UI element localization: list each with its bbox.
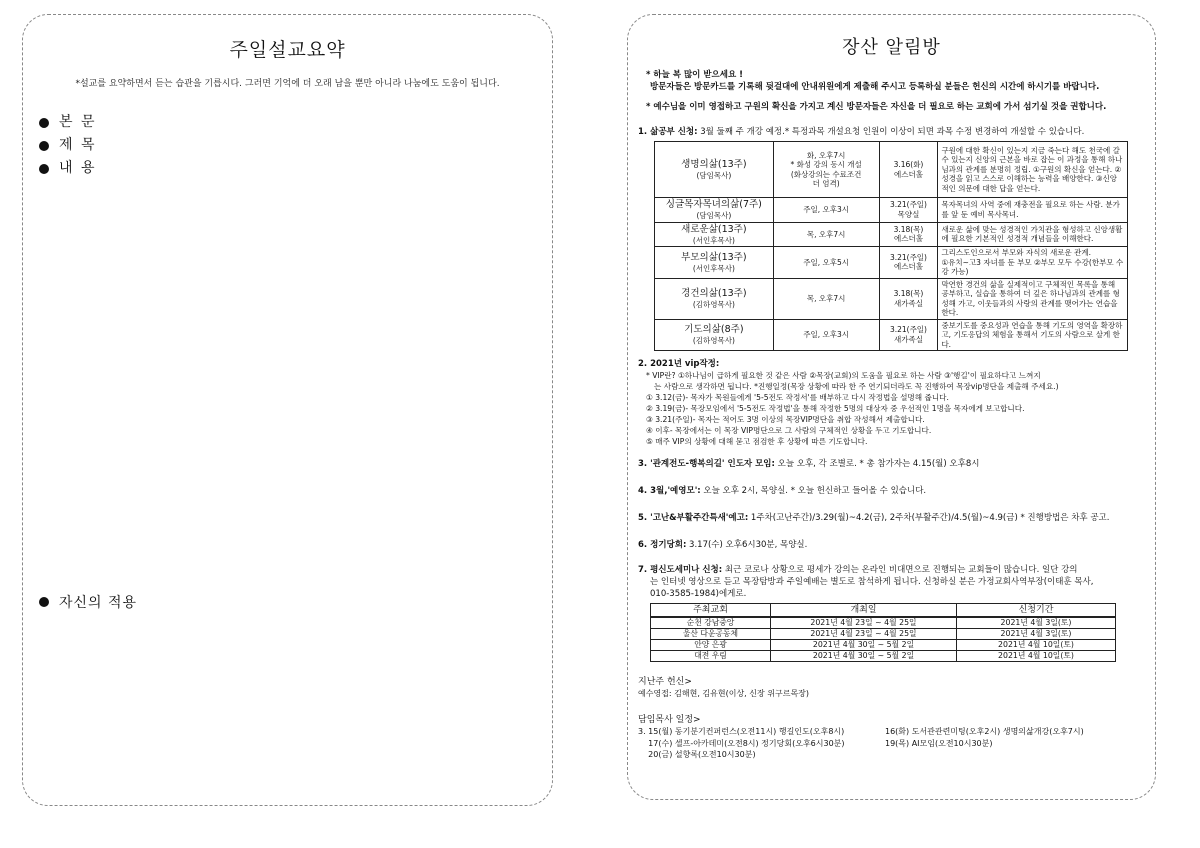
life-study-table — [654, 141, 1128, 351]
list-item: 20(금) 설향록(오전10시30분) — [638, 750, 756, 759]
pastor-schedule-list — [638, 726, 1155, 761]
section-yeyoungmo: 4. 3월,'예영모': 오늘 오후 2시, 목양실. * 오늘 헌신하고 들어올 수 있습니다. — [638, 486, 927, 496]
announcements-panel — [627, 14, 1156, 800]
table-row: 기도의삶(8주) (김하영목사) 주일, 오후3시 3.21(주일) 새가족실 중보기도를 중요성과 연습을 통해 기도의 영역을 확장하고, 기도응답의 체험을 통해서 기도의 사람으로 살게 한다. — [655, 319, 1128, 351]
bullet-icon — [39, 597, 49, 607]
table-row: 안양 은광 2021년 4월 30일 ~ 5월 2일 2021년 4월 10일(토) — [651, 640, 1116, 651]
table-row: 순천 강남중앙 2021년 4월 23일 ~ 4월 25일 2021년 4월 3일(토) — [651, 617, 1116, 629]
sermon-summary-fields — [39, 111, 552, 180]
table-row: 부모의삶(13주) (서인후목사) 주일, 오후5시 3.21(주일) 에스더홀 그리스도인으로서 부모와 자식의 새로운 관계. ①유치~고3 자녀를 둔 부모 ②부모 모두 수강(한부모 수강 가능) — [655, 247, 1128, 279]
section-pastor-schedule: 담임목사 일정> — [638, 715, 701, 725]
bullet-icon — [39, 164, 49, 174]
section-offering: 지난주 헌신> 예수영접: 김해현, 김유현(이상, 신장 위구르목장) — [638, 677, 810, 698]
field-title: 제 목 — [39, 134, 552, 157]
welcome-notice: * 하늘 복 많이 받으세요 ! 방문자들은 방문카드를 기록해 뒷걸대에 안내위원에게 제출해 주시고 등록하실 분들은 헌신의 시간에 하시기를 바랍니다. * 예수님을 이미 영접하고 구원의 확신을 가지고 계신 방문자들은 자신을 더 필요로 하는 교회에 가서 섬기실 것을 권합니다. — [646, 70, 1107, 112]
list-item: 17(수) 셀프-아카데미(오전8시) 정기당회(오후6시30분) 19(목) AI모임(오전10시30분) — [638, 738, 993, 748]
list-item: 3. 15(월) 동기분기컨퍼런스(오전11시) 행길인도(오후8시) 16(화) 도서관관련미팅(오후2시) 생명의삶개강(오후7시) — [638, 727, 1084, 736]
table-row: 생명의삶(13주) (담임목사) 화, 오후7시 * 화성 강의 동시 개설 (화상강의는 수료조건 더 엄격) 3.16(화) 에스더홀 구원에 대한 확신이 있는지 지금 죽는다 해도 천국에 갈수 있는지 신앙의 근본을 바로 잡는 이 과정을 통해 하나님과의 관계를 분명히 정립. ①구원의 확신을 얻는다. ②성경을 읽고 스스로 이해하는 능력을 배양한다. ③신앙적인 의문에 대한 답을 얻는다. — [655, 142, 1128, 198]
announcements-title: 장산 알림방 — [842, 37, 941, 58]
section-vip: 2. 2021년 vip작정: * VIP란? ①하나님이 급하게 필요한 것 같은 사람 ②목장(교회)의 도움을 필요로 하는 사람 ③'행길'이 필요하다고 느껴지 는 사람으로 생각하면 됩니다. *진행일정(목장 상황에 따라 한 주 연기되더라도 꼭 진행하여 목장vip명단을 제출해 주세요.) ① 3.12(금)- 목자가 목원들에게 '5-5전도 작정서'를 배부하고 다시 작정법을 설명해 줍니다. ② 3.19(금)- 목장모임에서 '5-5전도 작정법'을 통해 작정한 5명의 대상자 중 우선적인 1명을 목자에게 보고합니다. ③ 3.21(주일)- 목자는 적어도 3명 이상의 목장VIP명단을 취합 작성해서 제출합니다. ④ 이후- 목장에서는 이 목장 VIP명단으로 그 사람의 구체적인 상황을 두고 기도합니다. ⑤ 매주 VIP의 상황에 대해 묻고 점검한 후 상황에 따른 기도합니다. — [638, 359, 1059, 446]
sermon-summary-panel — [22, 14, 553, 806]
sermon-summary-note: *설교를 요약하면서 듣는 습관을 기릅시다. 그러면 기억에 더 오래 남을 뿐만 아니라 나눔에도 도움이 됩니다. — [75, 79, 500, 89]
section-evangelism-meeting: 3. '관계전도-행복의길' 인도자 모임: 오늘 오후, 각 조별로. * 총 참가자는 4.15(월) 오후8시 — [638, 459, 980, 469]
table-row: 새로운삶(13주) (서인후목사) 목, 오후7시 3.18(목) 에스더홀 새로운 삶에 맞는 성경적인 가치관을 형성하고 신앙생활에 필요한 기본적인 성경적 개념들을 이해한다. — [655, 222, 1128, 247]
section-session-meeting: 6. 정기당회: 3.17(수) 오후6시30분, 목양실. — [638, 540, 808, 550]
table-row: 경건의삶(13주) (김하영목사) 목, 오후7시 3.18(목) 새가족실 막연한 경건의 삶을 실제적이고 구체적인 목록을 통해 공부하고, 실습을 통하여 더 깊은 하나님과의 관계를 형성해 가고, 이웃들과의 사랑의 관계를 맺어가는 연습을 한다. — [655, 278, 1128, 319]
field-application: 자신의 적용 — [39, 592, 137, 612]
table-row: 대전 우림 2021년 4월 30일 ~ 5월 2일 2021년 4월 10일(토) — [651, 651, 1116, 662]
table-header-row: 주최교회 개최일 신청기간 — [651, 604, 1116, 618]
field-content: 내 용 — [39, 157, 552, 180]
bullet-icon — [39, 141, 49, 151]
field-scripture: 본 문 — [39, 111, 552, 134]
sermon-summary-title: 주일설교요약 — [229, 39, 346, 61]
seminar-table — [650, 603, 1116, 662]
section-lay-seminar: 7. 평신도세미나 신청: 최근 코로나 상황으로 평세가 강의는 온라인 비대면으로 진행되는 교회들이 많습니다. 일단 강의 는 인터넷 영상으로 듣고 목장탐방과 주일예배는 별도로 참석하게 됩니다. 신청하실 분은 가정교회사역부장(이태훈 목사, 010-3585-1984)에게로. — [638, 565, 1094, 599]
bullet-icon — [39, 118, 49, 128]
table-row: 싱글목자목녀의삶(7주) (담임목사) 주일, 오후3시 3.21(주일) 목양실 목자목녀의 사역 중에 재충전을 필요로 하는 사람. 분가를 앞 둔 예비 목사목녀. — [655, 198, 1128, 223]
section-special-prayer: 5. '고난&부활주간특새'예고: 1주차(고난주간)/3.29(월)~4.2(금), 2주차(부활주간)/4.5(월)~4.9(금) * 진행방법은 차후 공고. — [638, 513, 1110, 523]
table-row: 울산 다운공동체 2021년 4월 23일 ~ 4월 25일 2021년 4월 3일(토) — [651, 629, 1116, 640]
section-life-study: 1. 삶공부 신청: 3월 둘째 주 개강 예정.* 특정과목 개설요청 인원이 이상이 되면 과목 수정 변경하여 개설할 수 있습니다. — [638, 127, 1085, 137]
